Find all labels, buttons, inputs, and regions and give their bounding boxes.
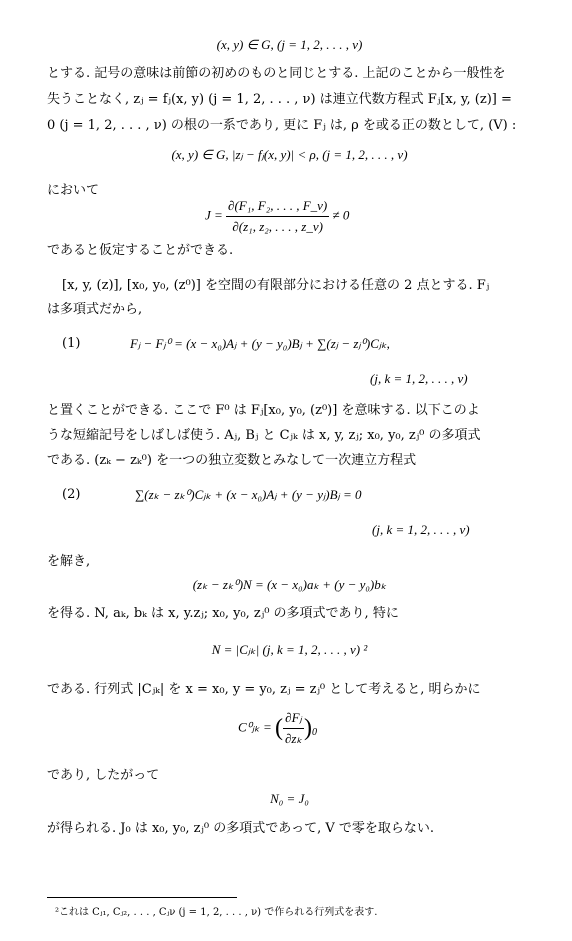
left-paren: ( [274,715,283,741]
right-paren: ) [304,715,312,741]
text-line: とする. 記号の意味は前節の初めのものと同じとする. 上記のことから一般性を [47,66,506,81]
text-line: 0 (j = 1, 2, . . . , ν) の根の一系であり, 更に Fⱼ は, ρ を或る正の数として, (V) : [47,118,517,133]
jacobian-denominator: ∂(z₁, z₂, . . . , z_ν) [232,219,323,234]
text-line: であると仮定することができる. [47,243,234,258]
evaluation-subscript: 0 [312,727,317,739]
text-line: 失うことなく, zⱼ = fⱼ(x, y) (j = 1, 2, . . . , ν) は連立代数方程式 Fⱼ[x, y, (z)] = [47,92,512,107]
text-line: を解き, [47,554,91,569]
partial-derivative-equation [238,710,317,747]
text-line: と置くことができる. ここで F⁰ は Fⱼ[x₀, y₀, (z⁰)] を意味する. 以下このよ [47,403,480,418]
text-line: うな短縮記号をしばしば使う. Aⱼ, Bⱼ と Cⱼₖ は x, y, zⱼ; x₀, y₀, zⱼ⁰ の多項式 [47,428,481,443]
text-line: が得られる. J₀ は x₀, y₀, zⱼ⁰ の多項式であって, V で零を取らない. [47,821,434,836]
equation-number: (1) [62,336,81,351]
partial-numerator: ∂Fⱼ [283,710,304,729]
equation-neighborhood: (x, y) ∈ G, |zⱼ − fⱼ(x, y)| < ρ, (j = 1, 2, . . . , ν) [171,147,408,162]
text-line: を得る. N, aₖ, bₖ は x, y.zⱼ; x₀, y₀, zⱼ⁰ の多項式であり, 特に [47,606,399,621]
equation-solution: (zₖ − zₖ⁰)N = (x − x₀)aₖ + (y − y₀)bₖ [192,577,387,592]
text-line: であり, したがって [47,768,160,783]
jacobian-lhs: J = [205,207,223,223]
cjk0-lhs: C⁰ⱼₖ = [238,719,272,735]
equation-determinant: N = |Cⱼₖ| (j, k = 1, 2, . . . , ν) ² [211,642,368,657]
equation-domain: (x, y) ∈ G, (j = 1, 2, . . . , ν) [216,37,363,52]
equation-range: (j, k = 1, 2, . . . , ν) [372,522,470,537]
jacobian-fraction [226,198,329,235]
jacobian-rhs: ≠ 0 [332,207,350,223]
text-line: である. (zₖ − zₖ⁰) を一つの独立変数とみなして一次連立方程式 [47,453,417,468]
partial-fraction [283,710,304,747]
equation-n0-j0: N₀ = J₀ [270,791,309,806]
text-line: [x, y, (z)], [x₀, y₀, (z⁰)] を空間の有限部分における任意の 2 点とする. Fⱼ [62,278,490,293]
footnote: ²これは Cⱼ₁, Cⱼ₂, . . . , Cⱼν (j = 1, 2, . . . , ν) で作られる行列式を表す. [55,907,378,918]
equation-linear-system: ∑(zₖ − zₖ⁰)Cⱼₖ + (x − x₀)Aⱼ + (y − yⱼ)Bⱼ = 0 [135,487,362,502]
text-line: である. 行列式 |Cⱼₖ| を x = x₀, y = y₀, zⱼ = zⱼ⁰ として考えると, 明らかに [47,682,481,697]
jacobian-equation [205,198,349,235]
equation-expansion: Fⱼ − Fⱼ⁰ = (x − x₀)Aⱼ + (y − y₀)Bⱼ + ∑(zⱼ − zⱼ⁰)Cⱼₖ, [130,336,390,351]
equation-range: (j, k = 1, 2, . . . , ν) [370,371,468,386]
text-line: は多項式だから, [47,302,143,317]
footnote-rule [47,897,237,898]
jacobian-numerator: ∂(F₁, F₂, . . . , F_ν) [226,198,329,217]
text-line: において [47,183,100,198]
partial-denominator: ∂zₖ [284,731,302,746]
equation-number: (2) [62,487,81,502]
